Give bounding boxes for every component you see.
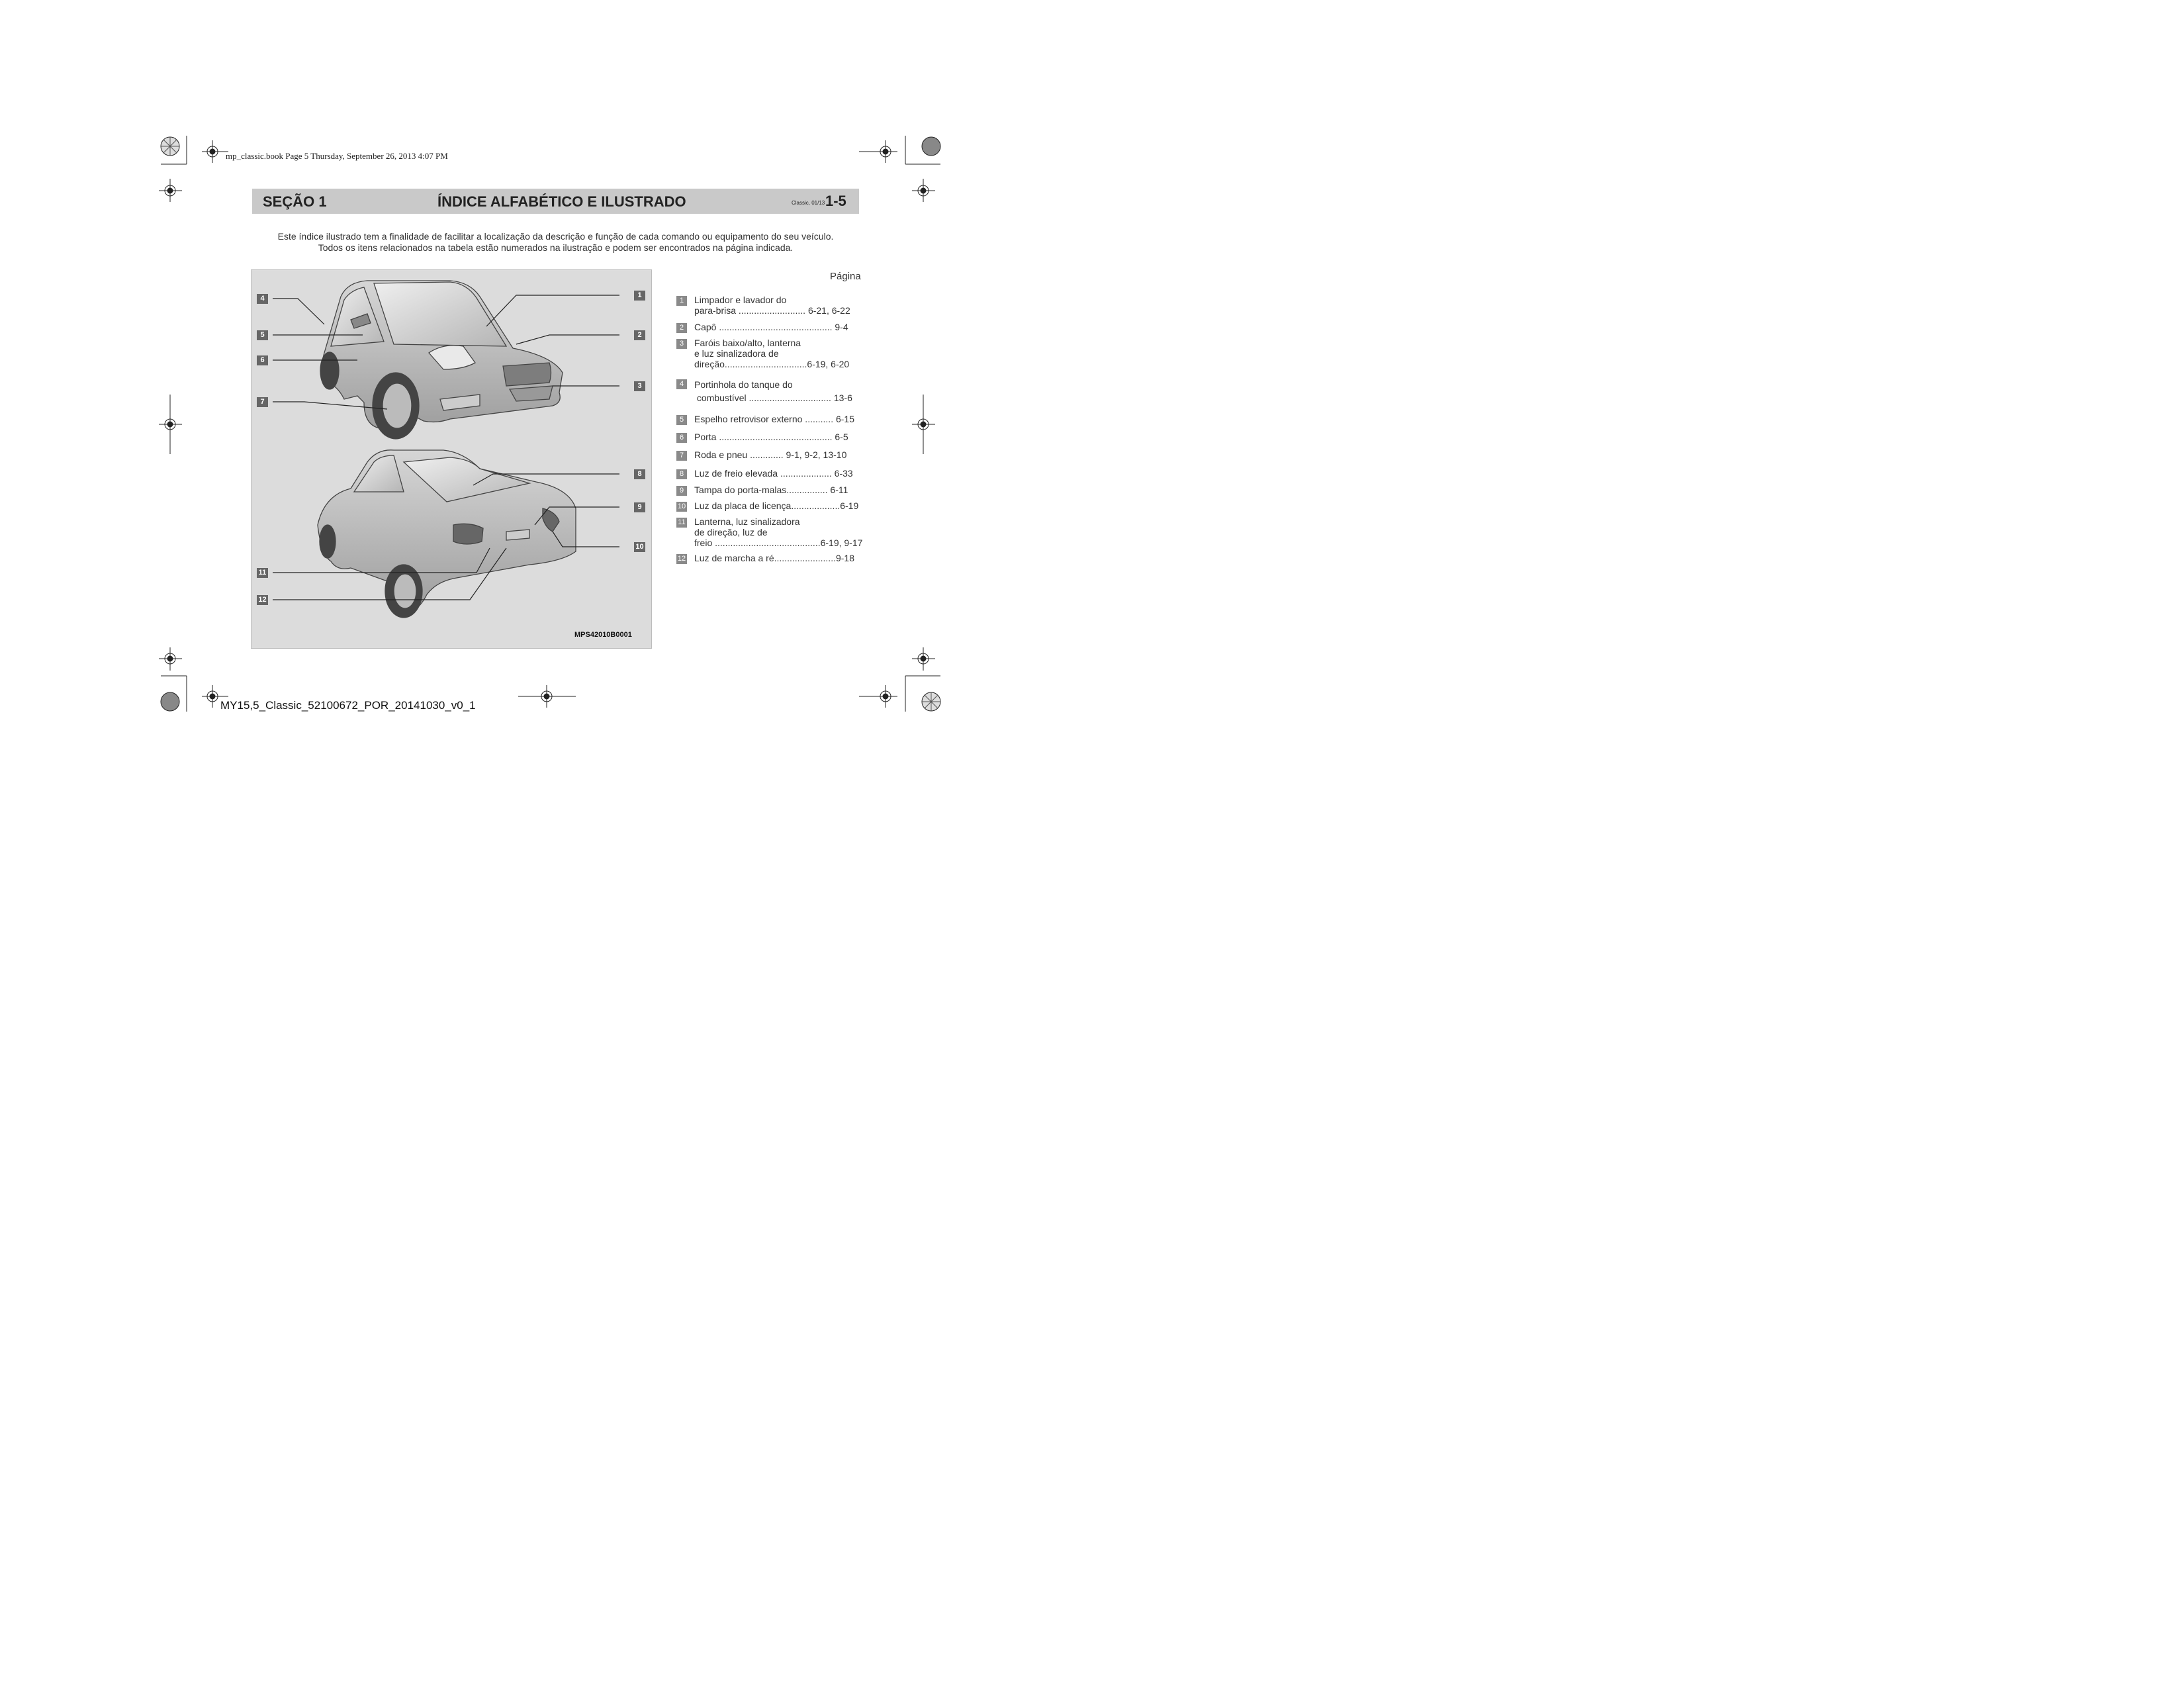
illustration-part-code: MPS42010B0001	[574, 631, 632, 639]
legend-number: 8	[676, 469, 687, 479]
legend-text: Faróis baixo/alto, lanterna e luz sinalizadora de direção................................6-19, 6-20	[694, 338, 850, 369]
callout-6: 6	[257, 355, 268, 365]
callout-3: 3	[634, 381, 645, 391]
legend-text: Roda e pneu ............. 9-1, 9-2, 13-10	[694, 449, 847, 460]
legend-number: 1	[676, 296, 687, 306]
legend-number: 7	[676, 451, 687, 461]
callout-8: 8	[634, 469, 645, 479]
callout-10: 10	[634, 542, 645, 552]
legend-number: 12	[677, 555, 686, 563]
print-header: mp_classic.book Page 5 Thursday, September 26, 2013 4:07 PM	[226, 151, 448, 161]
legend-number: 3	[676, 339, 687, 349]
legend-text: Capô ............................................ 9-4	[694, 322, 848, 332]
callout-7: 7	[257, 397, 268, 407]
legend-text: Luz de freio elevada .................... 6-33	[694, 468, 853, 479]
footer-file-code: MY15,5_Classic_52100672_POR_20141030_v0_1	[220, 699, 476, 712]
legend-header: Página	[830, 271, 861, 282]
legend-text: Porta ............................................ 6-5	[694, 432, 848, 442]
legend-number: 11	[676, 518, 687, 528]
callout-4: 4	[257, 294, 268, 304]
legend-text: Luz da placa de licença...................6-19	[694, 500, 859, 511]
intro-paragraph	[252, 231, 859, 254]
legend-text: Tampa do porta-malas................ 6-11	[694, 485, 848, 495]
car-illustration	[251, 270, 651, 648]
section-title: ÍNDICE ALFABÉTICO E ILUSTRADO	[437, 193, 686, 210]
car-drawings	[251, 270, 651, 648]
legend-number: 5	[676, 415, 687, 425]
legend-text: Limpador e lavador do para-brisa .......................... 6-21, 6-22	[694, 295, 850, 316]
intro-line-1: Este índice ilustrado tem a finalidade de facilitar a localização da descrição e função de cada comando ou equipamento do seu veículo.	[277, 231, 834, 242]
legend-text: Luz de marcha a ré........................9-18	[694, 553, 854, 563]
callout-1: 1	[634, 291, 645, 301]
legend-text: Lanterna, luz sinalizadora de direção, luz de freio .........................................6-19, 9-17	[694, 516, 863, 548]
callout-12: 12	[257, 595, 268, 605]
legend-text: Espelho retrovisor externo ........... 6-15	[694, 414, 854, 424]
legend-number: 10	[677, 502, 686, 510]
section-label: SEÇÃO 1	[263, 193, 327, 210]
section-header-bar	[252, 189, 859, 214]
callout-9: 9	[634, 502, 645, 512]
callout-5: 5	[257, 330, 268, 340]
legend-number: 9	[676, 486, 687, 496]
legend-number: 4	[676, 379, 687, 389]
legend-number: 6	[676, 433, 687, 443]
callout-2: 2	[634, 330, 645, 340]
intro-line-2: Todos os itens relacionados na tabela estão numerados na ilustração e podem ser encontrados na página indicada.	[318, 242, 794, 253]
rear-car	[318, 450, 576, 618]
legend-number: 2	[676, 323, 687, 333]
legend-text: Portinhola do tanque do combustível ................................ 13-6	[694, 379, 852, 403]
callout-11: 11	[257, 568, 268, 578]
edition-label: Classic, 01/13	[792, 200, 825, 206]
page-number: 1-5	[825, 193, 846, 209]
